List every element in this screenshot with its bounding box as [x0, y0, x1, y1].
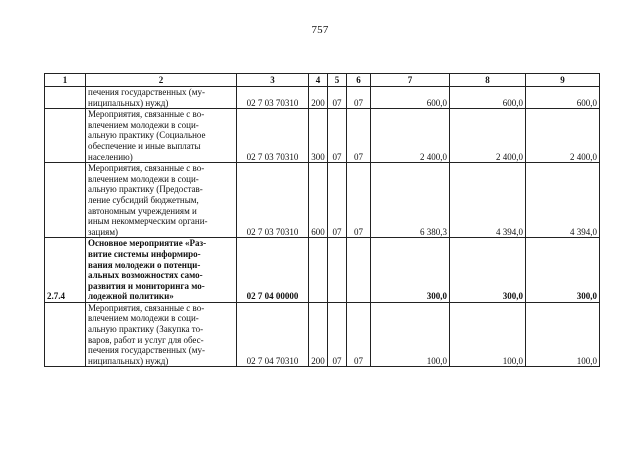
row-col6: 07 [347, 163, 371, 238]
row-amount-7: 300,0 [371, 238, 450, 303]
row-col4 [309, 238, 328, 303]
row-col6: 07 [347, 109, 371, 163]
row-col4: 600 [309, 163, 328, 238]
row-amount-7: 600,0 [371, 87, 450, 109]
table-row [45, 87, 600, 109]
table-row [45, 163, 600, 238]
column-header-3: 3 [237, 74, 309, 87]
row-amount-7: 100,0 [371, 302, 450, 367]
row-description: Основное мероприятие «Раз- витие системы информиро- вания молодежи о потенци- альных возможностях само- развития и мониторинга мо- лодежной политики» [86, 238, 237, 303]
column-header-4: 4 [309, 74, 328, 87]
row-amount-9: 4 394,0 [526, 163, 600, 238]
row-col4: 200 [309, 302, 328, 367]
table-row [45, 109, 600, 163]
row-col5: 07 [328, 302, 347, 367]
table-header-row [45, 74, 600, 87]
row-number: 2.7.4 [45, 238, 86, 303]
column-header-8: 8 [450, 74, 526, 87]
column-header-5: 5 [328, 74, 347, 87]
row-col5: 07 [328, 109, 347, 163]
row-amount-8: 4 394,0 [450, 163, 526, 238]
row-code: 02 7 03 70310 [237, 87, 309, 109]
row-number [45, 163, 86, 238]
row-amount-8: 600,0 [450, 87, 526, 109]
row-col4: 300 [309, 109, 328, 163]
row-code: 02 7 03 70310 [237, 163, 309, 238]
row-col5 [328, 238, 347, 303]
table-row [45, 238, 600, 303]
budget-table [44, 73, 600, 367]
row-col6: 07 [347, 87, 371, 109]
column-header-9: 9 [526, 74, 600, 87]
column-header-2: 2 [86, 74, 237, 87]
row-amount-8: 100,0 [450, 302, 526, 367]
row-code: 02 7 03 70310 [237, 109, 309, 163]
row-description: Мероприятия, связанные с во- влечением молодежи в соци- альную практику (Закупка то- варов, работ и услуг для обес- печения государственных (му- ниципальных) нужд) [86, 302, 237, 367]
row-description: печения государственных (му- ниципальных) нужд) [86, 87, 237, 109]
column-header-6: 6 [347, 74, 371, 87]
row-amount-9: 100,0 [526, 302, 600, 367]
row-description: Мероприятия, связанные с во- влечением молодежи в соци- альную практику (Предостав- ление субсидий бюджетным, автономным учреждениям и иным некоммерческим органи- зациям) [86, 163, 237, 238]
row-number [45, 87, 86, 109]
row-col6: 07 [347, 302, 371, 367]
table-row [45, 302, 600, 367]
row-amount-9: 600,0 [526, 87, 600, 109]
row-code: 02 7 04 00000 [237, 238, 309, 303]
row-amount-9: 2 400,0 [526, 109, 600, 163]
row-amount-7: 6 380,3 [371, 163, 450, 238]
column-header-1: 1 [45, 74, 86, 87]
row-amount-9: 300,0 [526, 238, 600, 303]
row-col5: 07 [328, 87, 347, 109]
row-number [45, 302, 86, 367]
row-col4: 200 [309, 87, 328, 109]
row-amount-8: 300,0 [450, 238, 526, 303]
row-col6 [347, 238, 371, 303]
row-col5: 07 [328, 163, 347, 238]
page-number: 757 [311, 24, 329, 36]
row-code: 02 7 04 70310 [237, 302, 309, 367]
row-number [45, 109, 86, 163]
row-amount-8: 2 400,0 [450, 109, 526, 163]
column-header-7: 7 [371, 74, 450, 87]
row-description: Мероприятия, связанные с во- влечением молодежи в соци- альную практику (Социальное обеспечение и иные выплаты населению) [86, 109, 237, 163]
row-amount-7: 2 400,0 [371, 109, 450, 163]
